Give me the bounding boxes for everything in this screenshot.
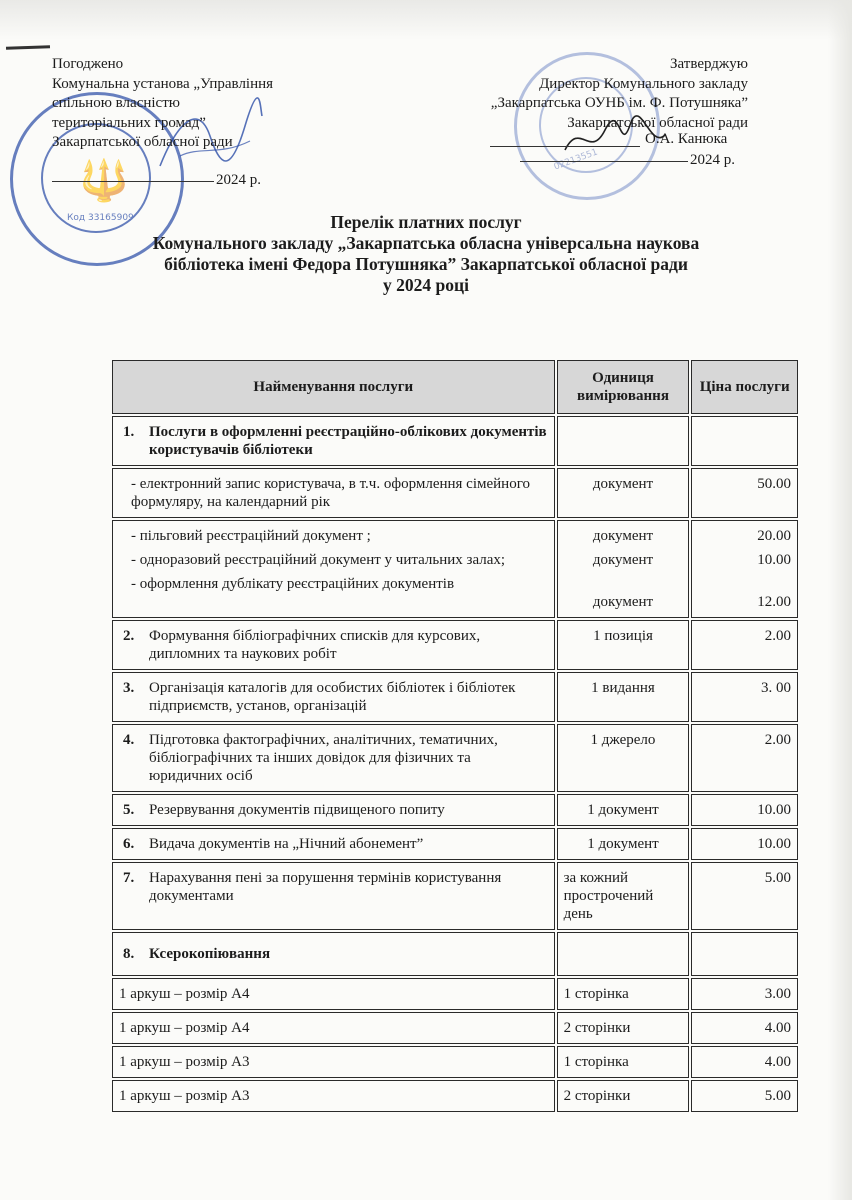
- section-title-row: [112, 932, 798, 976]
- table-row: [112, 520, 798, 618]
- approval-date-left: [52, 172, 261, 189]
- title-line: Перелік платних послуг: [330, 212, 522, 232]
- section-title: Послуги в оформленні реєстраційно-облікових документів користувачів бібліотеки: [149, 424, 547, 458]
- section-number: 8.: [123, 946, 135, 962]
- section-number: 6.: [123, 836, 135, 852]
- service-name-cell: [112, 828, 555, 860]
- table-row: [112, 862, 798, 930]
- service-name-cell: 1 аркуш – розмір А3: [112, 1080, 555, 1112]
- approval-line: Погоджено: [52, 56, 124, 72]
- date-blank-line: [52, 181, 214, 182]
- section-number: 2.: [123, 628, 135, 644]
- approval-line: Директор Комунального закладу: [539, 75, 748, 92]
- service-name-cell: [112, 672, 555, 722]
- price-cell: 4.00: [691, 1012, 798, 1044]
- service-name-cell: [112, 620, 555, 670]
- section-number: 3.: [123, 680, 135, 696]
- price-cell: 2.00: [691, 724, 798, 792]
- approval-block-left: [52, 55, 382, 153]
- service-name-cell: 1 аркуш – розмір А4: [112, 1012, 555, 1044]
- section-title-cell: [112, 416, 555, 466]
- price-value: 20.00: [757, 528, 791, 544]
- title-line: у 2024 році: [383, 275, 469, 295]
- title-line: Комунального закладу „Закарпатська обласна універсальна наукова: [152, 233, 700, 253]
- unit-cell: документ: [557, 468, 690, 518]
- unit-cell: [557, 520, 690, 618]
- approval-line: Комунальна установа „Управління: [52, 75, 274, 92]
- table-row: [112, 468, 798, 518]
- approval-line: Закарпатської обласної ради: [52, 134, 233, 150]
- price-cell: 50.00: [691, 468, 798, 518]
- price-cell: 5.00: [691, 1080, 798, 1112]
- price-value: 12.00: [757, 594, 791, 610]
- service-name: - пільговий реєстраційний документ ;: [131, 528, 371, 544]
- empty-cell: [691, 932, 798, 976]
- stamp-code: Код 33165909: [67, 213, 134, 223]
- date-label: 2024 р.: [690, 152, 735, 168]
- table-row: [112, 828, 798, 860]
- unit-cell: 1 позиція: [557, 620, 690, 670]
- unit-cell: 1 сторінка: [557, 1046, 690, 1078]
- approval-line: Закарпатської обласної ради: [567, 114, 748, 131]
- section-number: 7.: [123, 870, 135, 886]
- approval-line: Затверджую: [670, 56, 748, 72]
- approval-line: спільною власністю: [52, 95, 180, 111]
- table-row: [112, 1046, 798, 1078]
- section-number: 1.: [123, 424, 135, 440]
- date-label: 2024 р.: [216, 172, 261, 188]
- service-name: - оформлення дублікату реєстраційних документів: [131, 576, 455, 592]
- service-name: Формування бібліографічних списків для курсових, дипломних та наукових робіт: [149, 628, 481, 662]
- empty-cell: [557, 932, 690, 976]
- approval-line: „Закарпатська ОУНБ ім. Ф. Потушняка”: [490, 95, 748, 111]
- section-title-cell: [112, 932, 555, 976]
- title-line: бібліотека імені Федора Потушняка” Закарпатської обласної ради: [164, 254, 688, 274]
- signature-line: [490, 146, 640, 147]
- table-row: [112, 978, 798, 1010]
- table-row: [112, 1012, 798, 1044]
- service-name: - одноразовий реєстраційний документ у читальних залах;: [131, 552, 506, 568]
- unit-cell: 1 документ: [557, 828, 690, 860]
- empty-cell: [691, 416, 798, 466]
- section-title: Ксерокопіювання: [149, 946, 271, 962]
- price-cell: 4.00: [691, 1046, 798, 1078]
- service-name-cell: [112, 724, 555, 792]
- unit-value: документ: [592, 552, 654, 568]
- price-value: 10.00: [757, 552, 791, 568]
- stamp-code: 02213551: [552, 147, 600, 173]
- unit-cell: 1 сторінка: [557, 978, 690, 1010]
- date-blank-line: [520, 161, 688, 162]
- table-header-row: [112, 360, 798, 414]
- service-name: Організація каталогів для особистих бібліотек і бібліотек підприємств, установ, організацій: [149, 680, 516, 714]
- section-title-row: [112, 416, 798, 466]
- price-cell: 5.00: [691, 862, 798, 930]
- service-name: Підготовка фактографічних, аналітичних, тематичних, бібліографічних та інших довідок для фізичних та юридичних осіб: [149, 732, 498, 784]
- service-name-cell: [112, 468, 555, 518]
- header-service-name: Найменування послуги: [112, 360, 555, 414]
- unit-value: документ: [592, 528, 654, 544]
- service-name-cell: [112, 794, 555, 826]
- section-number: 4.: [123, 732, 135, 748]
- scan-mark: [6, 45, 50, 50]
- section-number: 5.: [123, 802, 135, 818]
- unit-cell: 1 документ: [557, 794, 690, 826]
- header-price: Ціна послуги: [691, 360, 798, 414]
- service-name: Резервування документів підвищеного попиту: [149, 802, 445, 818]
- price-cell: [691, 520, 798, 618]
- price-cell: 3.00: [691, 978, 798, 1010]
- service-name-cell: 1 аркуш – розмір А3: [112, 1046, 555, 1078]
- approval-date-right: [520, 152, 735, 169]
- unit-cell: 1 джерело: [557, 724, 690, 792]
- header-unit: Одиниця вимірювання: [557, 360, 690, 414]
- service-name-cell: [112, 520, 555, 618]
- approval-line: територіальних громад”: [52, 114, 206, 131]
- service-name: Видача документів на „Нічний абонемент”: [149, 836, 424, 852]
- table-row: [112, 1080, 798, 1112]
- scan-shadow-top: [0, 0, 852, 40]
- price-cell: 3. 00: [691, 672, 798, 722]
- trident-emblem-icon: 🔱: [79, 158, 129, 204]
- table-row: [112, 724, 798, 792]
- service-name-cell: 1 аркуш – розмір А4: [112, 978, 555, 1010]
- unit-cell: за кожний прострочений день: [557, 862, 690, 930]
- table-row: [112, 672, 798, 722]
- services-table: [110, 358, 800, 1114]
- unit-cell: 1 видання: [557, 672, 690, 722]
- unit-value: документ: [592, 594, 654, 610]
- scan-shadow-right: [828, 0, 852, 1200]
- unit-cell: 2 сторінки: [557, 1012, 690, 1044]
- service-name: - електронний запис користувача, в т.ч. оформлення сімейного формуляру, на календарний рік: [131, 476, 530, 510]
- table-row: [112, 620, 798, 670]
- service-name-cell: [112, 862, 555, 930]
- table-row: [112, 794, 798, 826]
- price-cell: 10.00: [691, 794, 798, 826]
- document-title: [100, 212, 752, 296]
- empty-cell: [557, 416, 690, 466]
- price-cell: 2.00: [691, 620, 798, 670]
- signer-name: О.А. Канюка: [645, 131, 728, 147]
- approval-block-right: [418, 55, 748, 133]
- price-cell: 10.00: [691, 828, 798, 860]
- service-name: Нарахування пені за порушення термінів користування документами: [149, 870, 502, 904]
- unit-cell: 2 сторінки: [557, 1080, 690, 1112]
